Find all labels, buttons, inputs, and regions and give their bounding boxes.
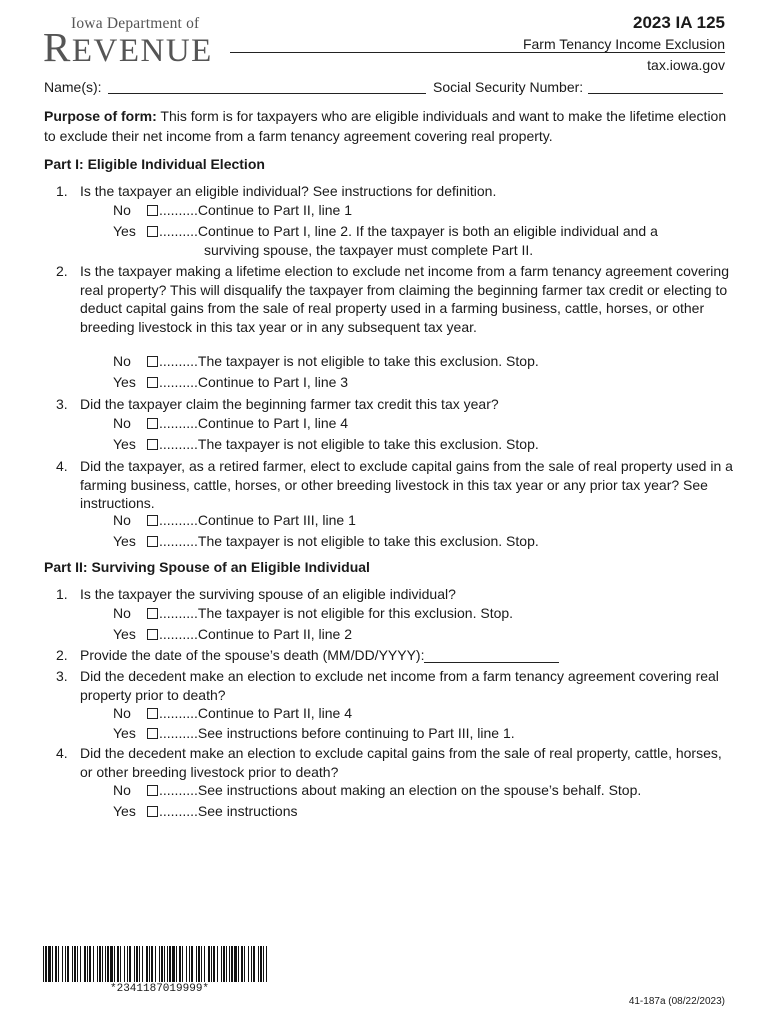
question-number: 1. [56, 183, 68, 199]
question-text: Is the taxpayer the surviving spouse of an eligible individual? [80, 586, 456, 602]
part1-q4-yes: Yes ..........The taxpayer is not eligible to take this exclusion. Stop. [113, 533, 539, 549]
purpose-text: This form is for taxpayers who are eligible individuals and want to make the lifetime election to exclude their net income from a farm tenancy agreement covering real property. [44, 108, 727, 144]
iowa-revenue-logo [43, 15, 218, 70]
checkbox[interactable] [147, 608, 158, 619]
checkbox[interactable] [147, 515, 158, 526]
checkbox[interactable] [147, 356, 158, 367]
question-number: 3. [56, 396, 68, 412]
part2-q1-no: No ..........The taxpayer is not eligible for this exclusion. Stop. [113, 605, 514, 621]
part2-q3-no: No ..........Continue to Part II, line 4 [113, 705, 352, 721]
form-number: 2023 IA 125 [633, 13, 725, 32]
header-rule [230, 52, 725, 53]
ssn-input-line[interactable] [588, 93, 723, 94]
checkbox[interactable] [147, 536, 158, 547]
part1-question-1 [56, 182, 736, 201]
checkbox[interactable] [147, 205, 158, 216]
form-website: tax.iowa.gov [647, 57, 725, 73]
part1-q3-yes: Yes ..........The taxpayer is not eligible to take this exclusion. Stop. [113, 436, 539, 452]
death-date-input-line[interactable] [424, 649, 559, 663]
question-text: Is the taxpayer making a lifetime election to exclude net income from a farm tenancy agreement covering real property? This will disqualify the taxpayer from claiming the beginning farmer tax credit or electing to deduct capital gains from the sale of real property used in a farming business, cattle, horses, or other breeding livestock in this tax year or in any subsequent tax year. [80, 263, 729, 335]
checkbox[interactable] [147, 418, 158, 429]
question-text: Did the taxpayer claim the beginning farmer tax credit this tax year? [80, 396, 499, 412]
question-number: 2. [56, 263, 68, 279]
purpose-paragraph [44, 106, 734, 146]
part2-heading: Part II: Surviving Spouse of an Eligible Individual [44, 559, 370, 575]
form-revision: 41-187a (08/22/2023) [628, 996, 725, 1007]
part1-q3-no: No ..........Continue to Part I, line 4 [113, 415, 349, 431]
checkbox[interactable] [147, 226, 158, 237]
checkbox[interactable] [147, 708, 158, 719]
question-number: 1. [56, 586, 68, 602]
question-text: Did the decedent make an election to exclude net income from a farm tenancy agreement covering real property prior to death? [80, 668, 719, 703]
question-number: 4. [56, 745, 68, 761]
names-label: Name(s): [44, 79, 102, 95]
question-number: 2. [56, 647, 68, 663]
part2-question-4 [56, 744, 736, 781]
checkbox[interactable] [147, 629, 158, 640]
part1-q2-no: No ..........The taxpayer is not eligible to take this exclusion. Stop. [113, 353, 539, 369]
part2-q4-yes: Yes ..........See instructions [113, 803, 298, 819]
logo-top-text: Iowa Department of [71, 15, 200, 32]
part1-q1-no: No ..........Continue to Part II, line 1 [113, 202, 352, 218]
checkbox[interactable] [147, 377, 158, 388]
question-text: Did the decedent make an election to exclude capital gains from the sale of real property, cattle, horses, or other breeding livestock prior to death? [80, 745, 722, 780]
part2-q1-yes: Yes ..........Continue to Part II, line 2 [113, 626, 352, 642]
part2-question-1 [56, 585, 736, 604]
checkbox[interactable] [147, 785, 158, 796]
part1-q1-yes: Yes ..........Continue to Part I, line 2. If the taxpayer is both an eligible individual and a surviving spouse, the taxpayer must complete Part II. [113, 223, 658, 258]
part1-question-3 [56, 395, 736, 414]
barcode [43, 946, 269, 982]
part1-question-4 [56, 457, 736, 513]
question-text: Is the taxpayer an eligible individual? See instructions for definition. [80, 183, 497, 199]
checkbox[interactable] [147, 439, 158, 450]
part1-question-2 [56, 262, 736, 336]
form-title: Farm Tenancy Income Exclusion [522, 36, 725, 52]
part2-q3-yes: Yes ..........See instructions before continuing to Part III, line 1. [113, 725, 515, 741]
part2-question-3 [56, 667, 736, 704]
part1-heading: Part I: Eligible Individual Election [44, 156, 265, 172]
question-text: Provide the date of the spouse’s death (MM/DD/YYYY): [80, 647, 425, 663]
question-number: 3. [56, 668, 68, 684]
question-text: Did the taxpayer, as a retired farmer, elect to exclude capital gains from the sale of real property used in a farming business, cattle, horses, or other breeding livestock in this tax year or any prior tax year? See instructions. [80, 458, 733, 511]
barcode-text: *2341187019999* [110, 983, 210, 995]
names-input-line[interactable] [108, 93, 426, 94]
checkbox[interactable] [147, 728, 158, 739]
ssn-label: Social Security Number: [433, 79, 584, 95]
part2-q4-no: No ..........See instructions about making an election on the spouse’s behalf. Stop. [113, 782, 642, 798]
question-number: 4. [56, 458, 68, 474]
part2-question-2 [56, 646, 736, 665]
part1-q2-yes: Yes ..........Continue to Part I, line 3 [113, 374, 349, 390]
part1-q4-no: No ..........Continue to Part III, line 1 [113, 512, 356, 528]
checkbox[interactable] [147, 806, 158, 817]
logo-main-text: REVENUE [43, 24, 213, 70]
purpose-label: Purpose of form: [44, 108, 157, 124]
